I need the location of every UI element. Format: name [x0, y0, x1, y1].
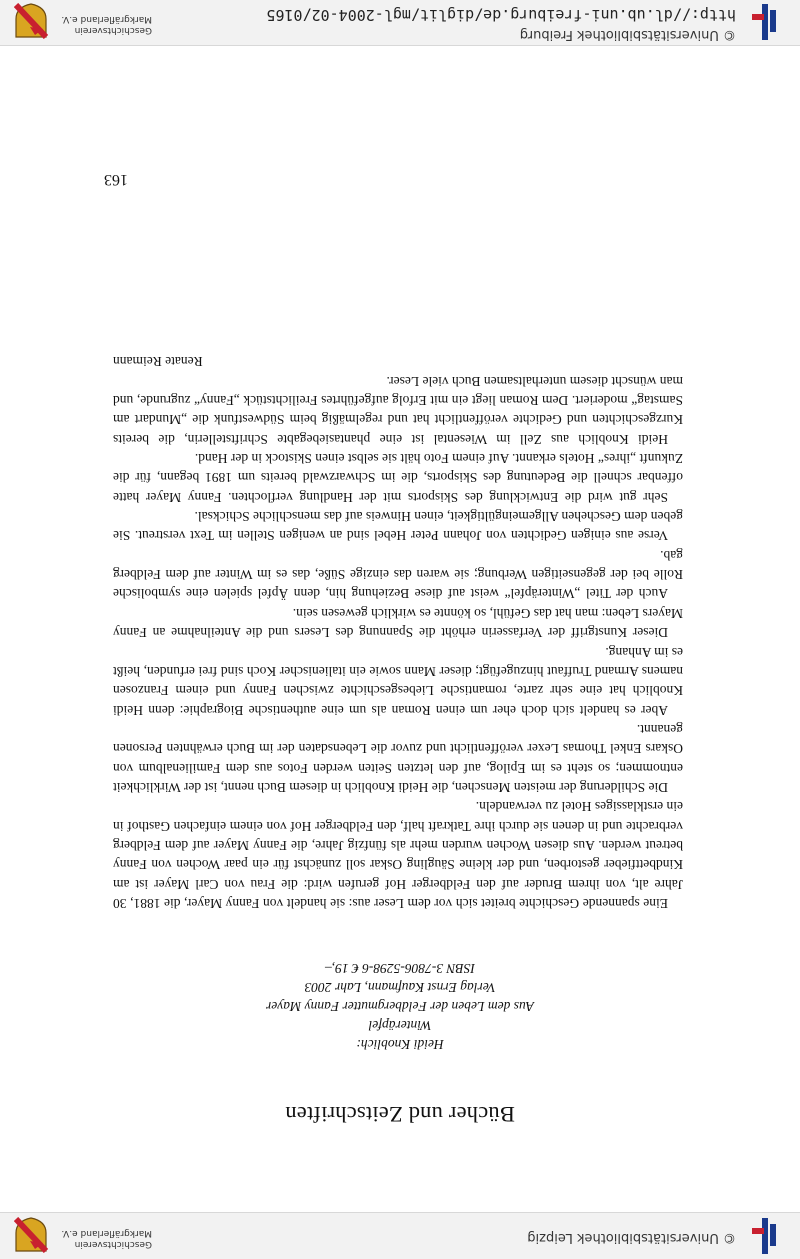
society-block	[12, 3, 152, 39]
book-author: Heidi Knoblich:	[356, 1037, 444, 1052]
viewer-header-bar	[0, 1212, 800, 1259]
book-publisher: Verlag Ernst Kaufmann, Lahr 2003	[304, 980, 496, 995]
library-copyright: © Universitätsbibliothek Leipzig	[527, 1230, 736, 1245]
paragraph: Verse aus einigen Gedichten von Johann Peter Hebel sind an wenigen Stellen im Text verstreut. Sie geben dem Geschehen Allgemeingültigkeit, einen Hinweis auf das menschliche Schicksal.	[113, 509, 683, 544]
book-subtitle: Aus dem Leben der Feldbergmutter Fanny Mayer	[266, 999, 534, 1014]
book-title: Winteräpfel	[368, 1018, 432, 1033]
paragraph: Die Schilderung der meisten Menschen, die Heidi Knoblich in diesem Buch nennt, ist der Wirklichkeit entnommen; so steht es im Epilog, auf den letzten Seiten werden Fotos aus dem Familienalbum von Oskars Enkel Thomas Lexer veröffentlicht und zuvor die Lebensdaten der im Buch erwähnten Personen genannt.	[113, 721, 683, 795]
coat-of-arms-icon	[14, 1217, 48, 1253]
society-block	[12, 1217, 152, 1253]
book-isbn-price: ISBN 3-7806-5298-6 € 19,–	[325, 961, 475, 976]
library-copyright: © Universitätsbibliothek Freiburg	[519, 27, 736, 42]
society-name: Geschichtsverein Markgräflerland e.V.	[61, 1228, 152, 1249]
university-logo-icon	[752, 4, 778, 40]
society-name: Geschichtsverein Markgräflerland e.V.	[61, 14, 152, 35]
paragraph: Eine spannende Geschichte breitet sich vor dem Leser aus: sie handelt von Fanny Mayer, die 1881, 30 Jahre alt, von ihrem Bruder auf den Feldberger Hof gerufen wird: die Frau von Carl Mayer ist am Kindbettfieber gestorben, und der kleine Säugling Oskar soll zunächst für ein paar Wochen von Fanny betreut werden. Aus diesen Wochen wurden mehr als fünfzig Jahre, die Fanny Mayer auf dem Feldberg verbrachte und in denen sie durch ihre Tatkraft half, den Feldberger Hof von einem einfachen Gasthof in ein erstklassiges Hotel zu verwandeln.	[113, 799, 683, 911]
section-title: Bücher und Zeitschriften	[285, 1102, 515, 1127]
coat-of-arms-icon	[14, 3, 48, 39]
paragraph: Aber es handelt sich doch eher um einen Roman als um eine authentische Biographie: denn Heidi Knoblich hat eine sehr zarte, romantische Liebesgeschichte zwischen Fanny und einem Franzosen namens Armand Truffaut hinzugefügt; dieser Mann sowie ein italienischer Koch sind frei erfunden, heißt es im Anhang.	[113, 644, 683, 718]
paragraph: Heidi Knoblich aus Zell im Wiesental ist eine phantasiebegabte Schriftstellerin, die bereits Kurzgeschichten und Gedichte veröffentlicht hat und regelmäßig beim Südwestfunk die „Mundart am Samstag“ moderiert. Dem Roman liegt ein mit Erfolg aufgeführtes Freilichtstück „Fanny“ zugrunde, und man wünscht diesem unterhaltsamen Buch viele Leser.	[113, 373, 683, 447]
page-number: 163	[104, 171, 128, 188]
paragraph: Sehr gut wird die Entwicklung des Skisports mit der Handlung verflochten. Fanny Mayer hatte offenbar schnell die Bedeutung des Skisports, die im Schwarzwald bereits um 1891 begann, für die Zukunft „ihres“ Hotels erkannt. Auf einem Foto hält sie selbst einen Skistock in der Hand.	[113, 451, 683, 505]
paragraph: Dieser Kunstgriff der Verfasserin erhöht die Spannung des Lesers und die Anteilnahme an Fanny Mayers Leben: man hat das Gefühl, so könnte es wirklich gewesen sein.	[113, 605, 683, 641]
reviewer-signature: Renate Reimann	[113, 354, 203, 370]
permalink-url[interactable]: http://dl.ub.uni-freiburg.de/diglit/mgl-2004-02/0165	[266, 6, 736, 24]
viewer-footer-bar	[0, 0, 800, 46]
book-bibliography	[0, 959, 800, 1054]
review-text	[113, 352, 683, 913]
university-logo-icon	[752, 1218, 778, 1254]
paragraph: Auch der Titel „Winteräpfel“ weist auf diese Beziehung hin, denn Äpfel spielen eine symbolische Rolle bei der gegenseitigen Werbung; sie waren das einzige Süße, das es im Winter auf dem Feldberg gab.	[113, 547, 683, 602]
